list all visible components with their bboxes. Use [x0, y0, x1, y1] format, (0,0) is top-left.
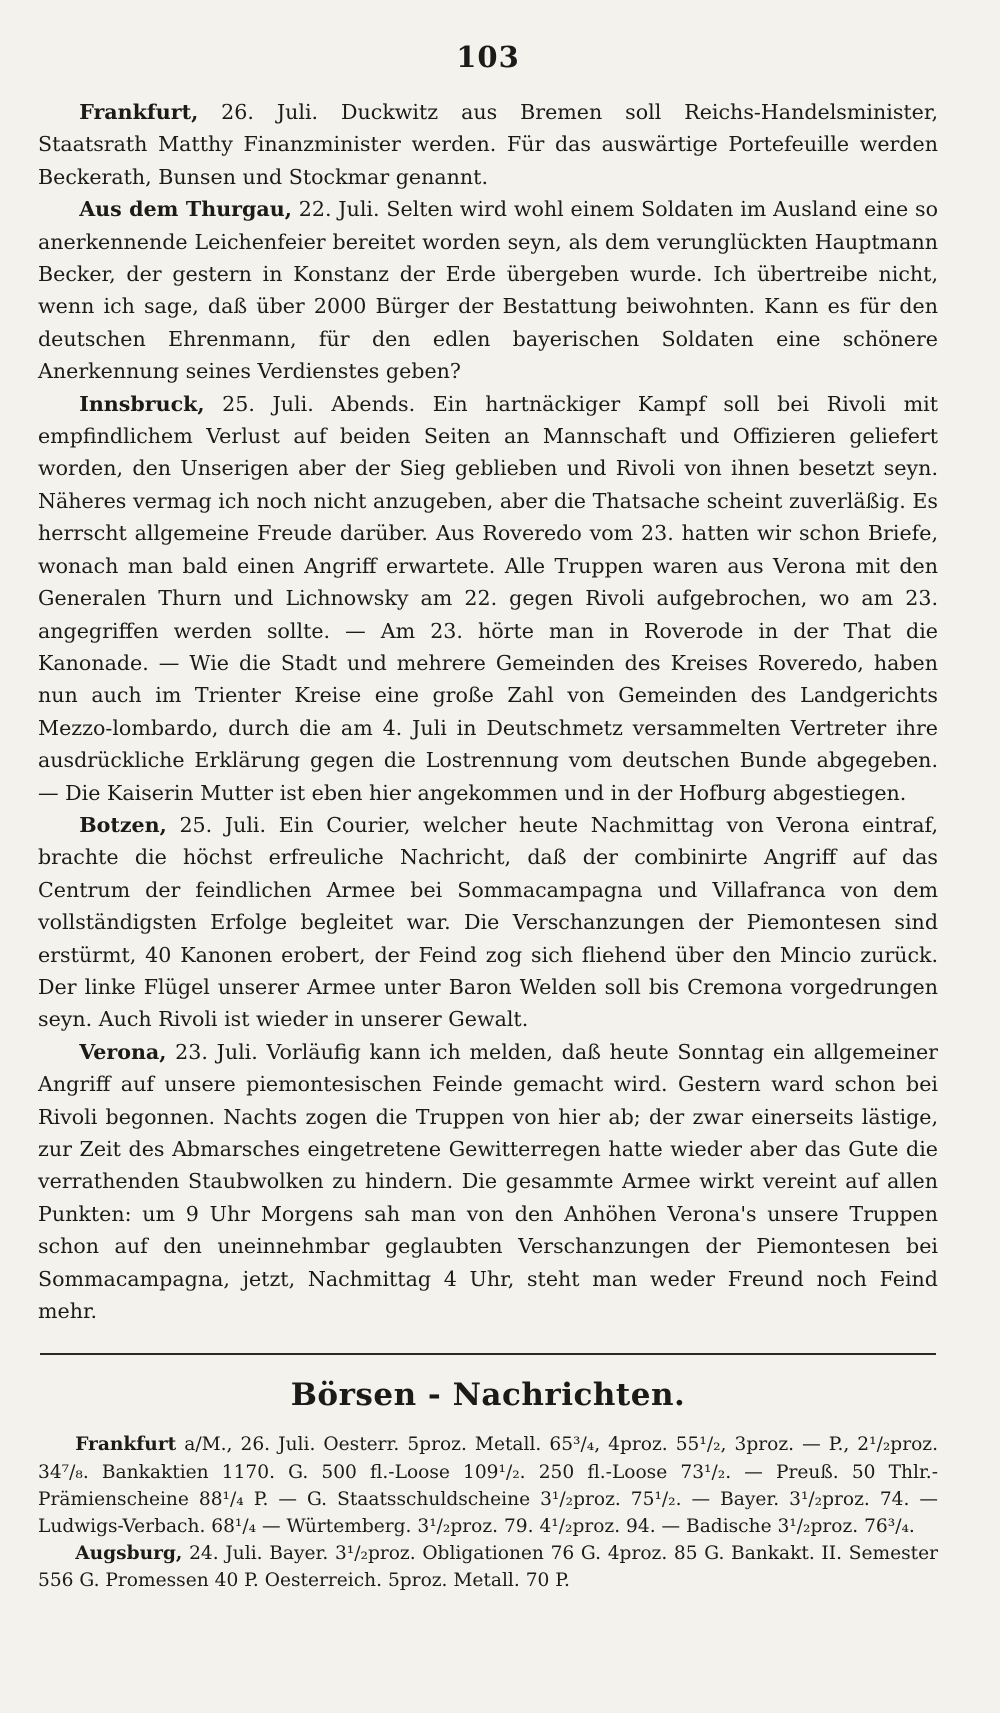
- article-text: 25. Juli. Abends. Ein hartnäckiger Kampf soll bei Rivoli mit empfindlichem Verlust auf beiden Seiten an Mannschaft und Offizieren geliefert worden, den Unserigen aber der Sieg geblieben und Rivoli von ihnen besetzt seyn. Näheres vermag ich noch nicht anzugeben, aber die Thatsache scheint zuverläßig. Es herrscht allgemeine Freude darüber. Aus Roveredo vom 23. hatten wir schon Briefe, wonach man bald einen Angriff erwartete. Alle Truppen waren aus Verona mit den Generalen Thurn und Lichnowsky am 22. gegen Rivoli aufgebrochen, wo am 23. angegriffen werden sollte. — Am 23. hörte man in Roverode in der That die Kanonade. — Wie die Stadt und mehrere Gemeinden des Kreises Roveredo, haben nun auch im Trienter Kreise eine große Zahl von Gemeinden des Landgerichts Mezzo-lombardo, durch die am 4. Juli in Deutschmetz versammelten Vertreter ihre ausdrückliche Erklärung gegen die Lostrennung vom deutschen Bunde abgegeben. — Die Kaiserin Mutter ist eben hier angekommen und in der Hofburg abgestiegen.: [38, 391, 938, 805]
- article-place: Aus dem Thurgau,: [79, 197, 292, 222]
- article-place: Verona,: [79, 1039, 167, 1064]
- market-augsburg: [38, 1540, 938, 1594]
- page-number: 103: [456, 40, 520, 74]
- article-text: 22. Juli. Selten wird wohl einem Soldaten im Ausland eine so anerkennende Leichenfeier bereitet worden seyn, als dem verunglückten Hauptmann Becker, der gestern in Konstanz der Erde übergeben wurde. Ich übertreibe nicht, wenn ich sage, daß über 2000 Bürger der Bestattung beiwohnten. Kann es für den deutschen Ehrenmann, für den edlen bayerischen Soldaten eine schönere Anerkennung seines Verdienstes geben?: [38, 197, 938, 384]
- article-text: 26. Juli. Duckwitz aus Bremen soll Reichs-Handelsminister, Staatsrath Matthy Finanzminister werden. Für das auswärtige Portefeuille werden Beckerath, Bunsen und Stockmar genannt.: [38, 100, 938, 189]
- market-place: Augsburg,: [75, 1543, 183, 1565]
- market-text: 24. Juli. Bayer. 3¹/₂proz. Obligationen 76 G. 4proz. 85 G. Bankakt. II. Semester 556 G. Promessen 40 P. Oesterreich. 5proz. Metall. 70 P.: [38, 1543, 938, 1592]
- article-place: Frankfurt,: [79, 100, 199, 124]
- article-text: 25. Juli. Ein Courier, welcher heute Nachmittag von Verona eintraf, brachte die höchst erfreuliche Nachricht, daß der combinirte Angriff auf das Centrum der feindlichen Armee bei Sommacampagna und Villafranca von dem vollständigsten Erfolge begleitet war. Die Verschanzungen der Piemontesen sind erstürmt, 40 Kanonen erobert, der Feind zog sich fliehend über den Mincio zurück. Der linke Flügel unserer Armee unter Baron Welden soll bis Cremona vorgedrungen seyn. Auch Rivoli ist wieder in unserer Gewalt.: [38, 812, 938, 1032]
- market-text: a/M., 26. Juli. Oesterr. 5proz. Metall. 65³/₄, 4proz. 55¹/₂, 3proz. — P., 2¹/₂proz. 34⁷/₈. Bankaktien 1170. G. 500 fl.-Loose 109¹/₂. 250 fl.-Loose 73¹/₂. — Preuß. 50 Thlr.-Prämienscheine 88¹/₄ P. — G. Staatsschuldscheine 3¹/₂proz. 75¹/₂. — Bayer. 3¹/₂proz. 74. — Ludwigs-Verbach. 68¹/₄ — Würtemberg. 3¹/₂proz. 79. 4¹/₂proz. 94. — Badische 3¹/₂proz. 76³/₄.: [38, 1434, 938, 1538]
- article-botzen: [38, 809, 938, 1036]
- article-innsbruck: [38, 388, 938, 809]
- article-thurgau: [38, 193, 938, 387]
- article-verona: [38, 1036, 938, 1328]
- article-place: Innsbruck,: [79, 391, 205, 416]
- market-frankfurt: [38, 1431, 938, 1540]
- section-divider: [40, 1353, 936, 1355]
- article-place: Botzen,: [79, 812, 167, 837]
- boersen-title: Börsen - Nachrichten.: [290, 1377, 686, 1414]
- article-text: 23. Juli. Vorläufig kann ich melden, daß heute Sonntag ein allgemeiner Angriff auf unsere piemontesischen Feinde gemacht wird. Gestern ward schon bei Rivoli begonnen. Nachts zogen die Truppen von hier ab; der zwar einerseits lästige, zur Zeit des Abmarsches eingetretene Gewitterregen hatte wieder aber das Gute die verrathenden Staubwolken zu hindern. Die gesammte Armee wirkt vereint auf allen Punkten: um 9 Uhr Morgens sah man von den Anhöhen Verona's unsere Truppen schon auf den uneinnehmbar geglaubten Verschanzungen der Piemontesen bei Sommacampagna, jetzt, Nachmittag 4 Uhr, steht man weder Freund noch Feind mehr.: [38, 1039, 938, 1324]
- market-place: Frankfurt: [75, 1434, 177, 1456]
- article-frankfurt: [38, 96, 938, 193]
